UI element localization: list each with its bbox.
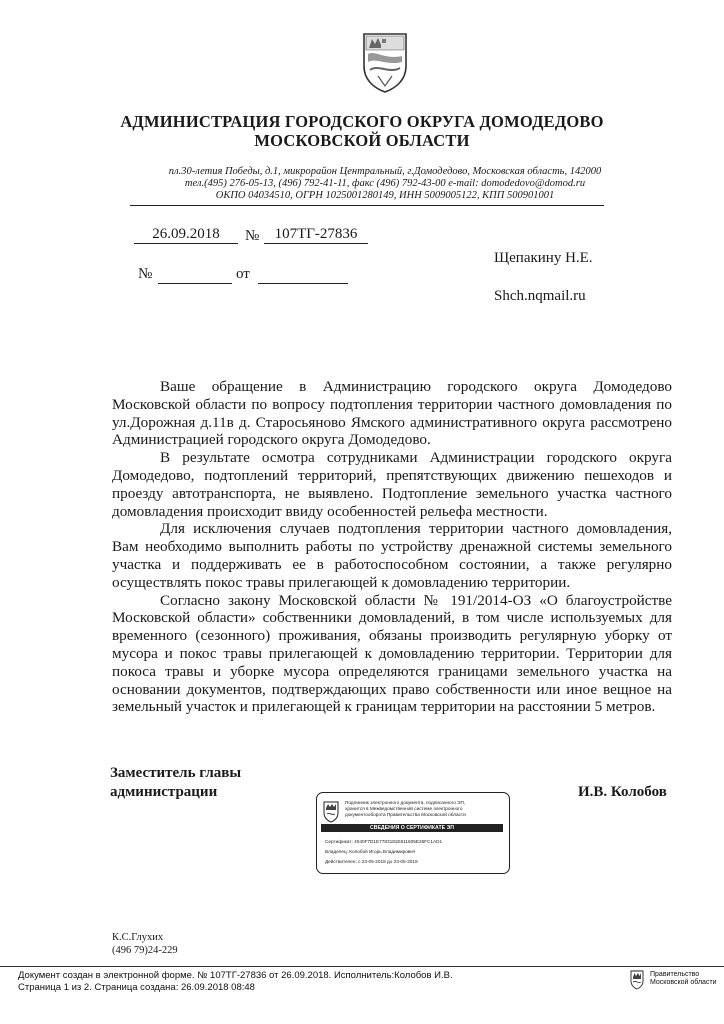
- stamp-note-3: документооборота Правительства Московской области: [345, 812, 466, 817]
- signatory-name: И.В. Колобов: [578, 784, 667, 800]
- signatory-position-line1: Заместитель главы: [110, 765, 242, 781]
- stamp-certificate-title: СВЕДЕНИЯ О СЕРТИФИКАТЕ ЭП: [321, 824, 503, 832]
- organization-name: АДМИНИСТРАЦИЯ ГОРОДСКОГО ОКРУГА ДОМОДЕДОВО: [120, 112, 604, 131]
- header-divider: [130, 205, 604, 206]
- stamp-owner: Владелец: Колобов Игорь Владимирович: [325, 849, 416, 854]
- electronic-signature-stamp: [316, 792, 510, 874]
- stamp-validity: Действителен: с 23-05-2018 до 23-05-2019: [325, 859, 418, 864]
- organization-region: МОСКОВСКОЙ ОБЛАСТИ: [254, 131, 470, 150]
- letter-body: [112, 378, 672, 716]
- stamp-note-1: Подлинник электронного документа, подписанного ЭП,: [345, 800, 466, 805]
- document-number: 107ТГ-27836: [264, 226, 368, 244]
- paragraph-1: Ваше обращение в Администрацию городского округа Домодедово Московской области по вопросу подтопления территории частного домовладения по ул.Дорожная д.11в д. Старосьяново Ямского административного округа рассмотрено Администрацией городского округа Домодедово.: [112, 378, 672, 449]
- address-line: пл.30-летия Победы, д.1, микрорайон Центральный, г.Домодедово, Московская область, 142000: [168, 166, 602, 177]
- footer-divider: [0, 966, 724, 967]
- recipient-name: Щепакину Н.Е.: [494, 250, 593, 266]
- paragraph-4: Согласно закону Московской области № 191/2014-ОЗ «О благоустройстве Московской области» собственники домовладений, в том числе используемых для временного (сезонного) проживания, обязаны производить регулярную уборку от мусора и покос травы прилегающей к домовладению территории. Территории для покоса травы и уборке мусора определяются границами земельного участка на основании документов, подтверждающих право собственности или иное вещное на земельный участок и прилегающей к границам территории на расстоянии 5 метров.: [112, 591, 672, 716]
- recipient-email: Shch.nqmail.ru: [494, 288, 586, 304]
- paragraph-3: Для исключения случаев подтопления территории частного домовладения, Вам необходимо выполнить работы по устройству дренажной системы земельного участка и поддерживать ее в работоспособном состоянии, а также регулярно осуществлять покос травы прилегающей к домовладению территории.: [112, 520, 672, 591]
- signatory-position-line2: администрации: [110, 784, 218, 800]
- document-date: 26.09.2018: [134, 226, 238, 244]
- stamp-certificate-id: Сертификат: 4040F7D1E7783181E811605E26FC1AD1: [325, 839, 443, 844]
- ref-number-blank: [158, 267, 232, 284]
- ref-date-blank: [258, 267, 348, 284]
- ref-number-label: №: [138, 266, 153, 282]
- number-label: №: [245, 228, 260, 244]
- footer-document-info: Документ создан в электронной форме. № 107ТГ-27836 от 26.09.2018. Исполнитель:Колобов И.В.: [18, 970, 453, 981]
- footer-page-info: Страница 1 из 2. Страница создана: 26.09.2018 08:48: [18, 982, 255, 993]
- executor-name: К.С.Глухих: [112, 932, 164, 943]
- government-label-line1: Правительство: [650, 971, 700, 978]
- executor-phone: (496 79)24-229: [112, 945, 178, 956]
- stamp-note-2: хранится в Межведомственной системе электронного: [345, 806, 463, 811]
- coat-of-arms-emblem: [360, 30, 410, 94]
- paragraph-2: В результате осмотра сотрудниками Администрации городского округа Домодедово, подтоплений территорий, препятствующих движению пешеходов и проезду автотранспорта, не выявлено. Подтопление земельного участка частного домовладения происходит ввиду особенностей рельефа местности.: [112, 449, 672, 520]
- registration-codes: ОКПО 04034510, ОГРН 1025001280149, ИНН 5009005122, КПП 500901001: [215, 190, 555, 201]
- contacts-line: тел.(495) 276-05-13, (496) 792-41-11, факс (496) 792-43-00 e-mail: domodedovo@domod.ru: [184, 178, 586, 189]
- ref-from-label: от: [236, 266, 250, 282]
- government-label-line2: Московской области: [650, 979, 717, 986]
- government-emblem-icon: [630, 970, 644, 990]
